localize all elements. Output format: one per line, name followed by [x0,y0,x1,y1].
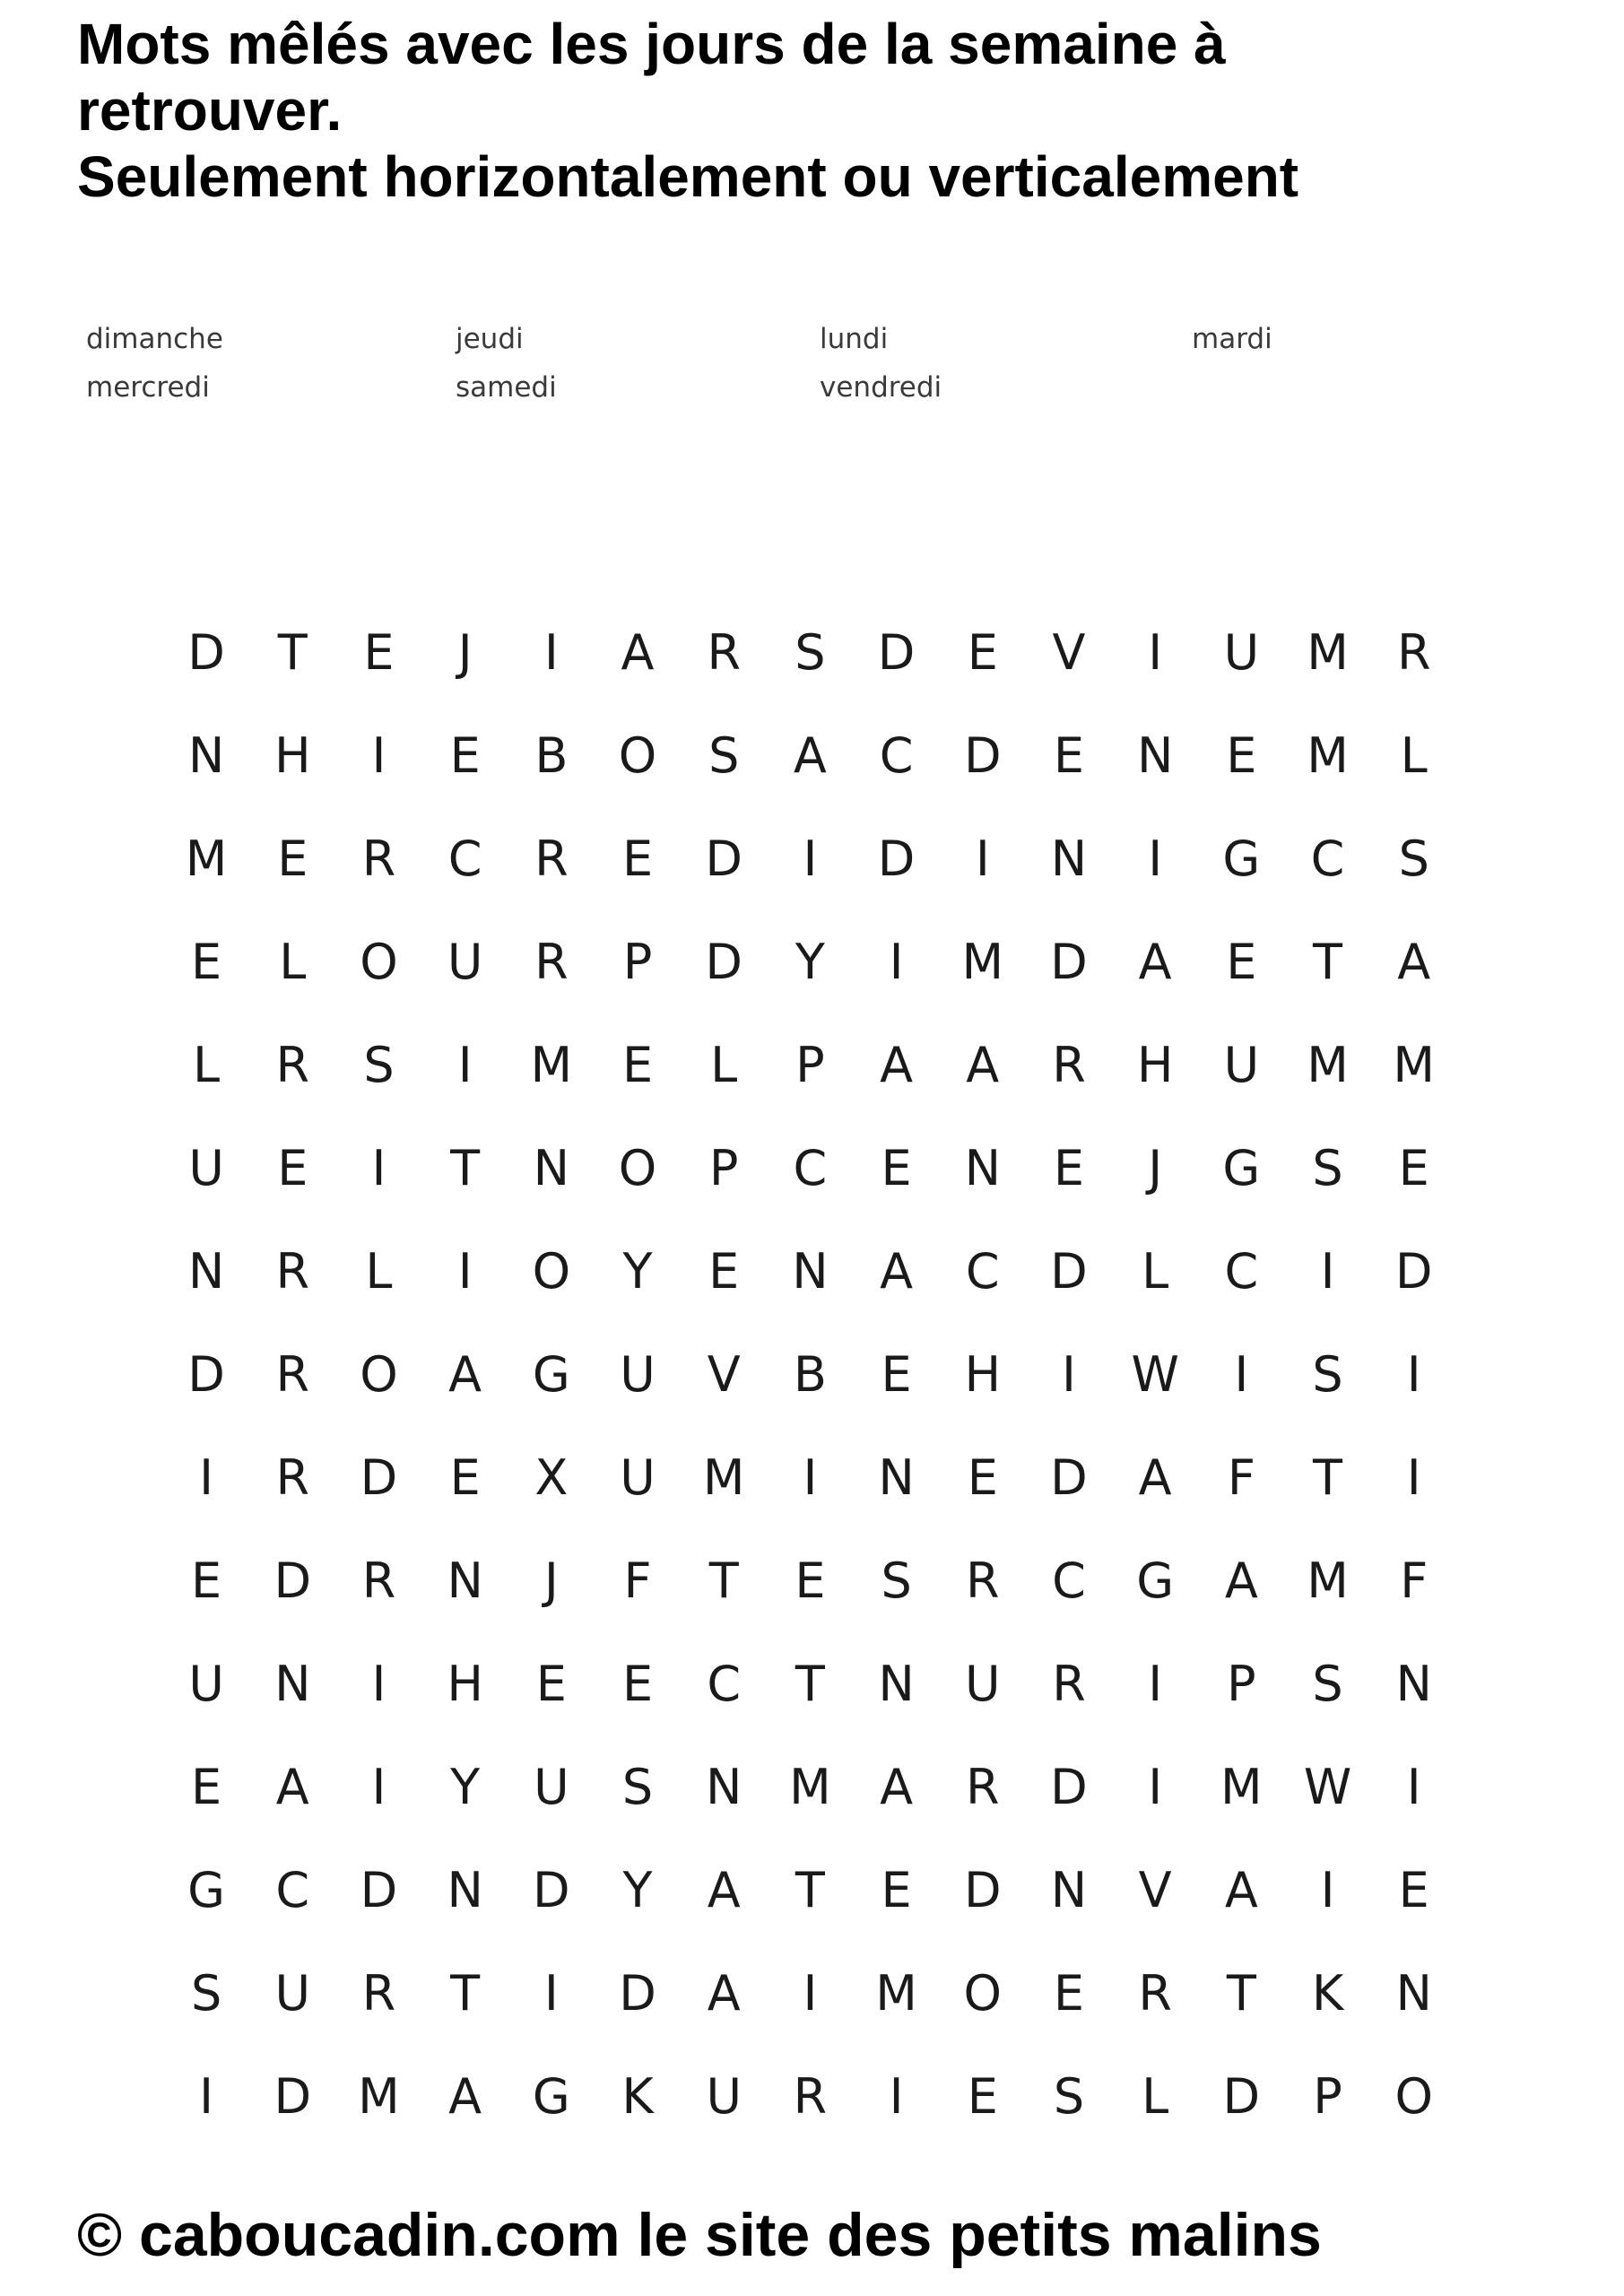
grid-letter: M [185,831,228,887]
grid-letter: L [1400,727,1428,784]
grid-letter: D [877,624,916,681]
grid-letter: W [1303,1759,1352,1815]
grid-letter: Y [622,1862,653,1918]
grid-letter: R [1052,1656,1086,1712]
grid-letter: V [1138,1862,1172,1918]
grid-letter: R [707,624,741,681]
grid-letter: I [371,1656,386,1712]
grid-letter: R [361,1965,396,2022]
grid-letter: U [965,1656,1001,1712]
grid-letter: U [447,934,483,990]
grid-letter: S [881,1552,912,1609]
grid-letter: I [1320,1243,1335,1300]
grid-letter: T [1313,934,1343,990]
grid-letter: G [532,2068,570,2125]
grid-letter: A [1224,1862,1258,1918]
grid-letter: O [360,934,398,990]
grid-letter: A [1397,934,1431,990]
grid-letter: N [1050,831,1088,887]
grid-letter: I [543,1965,559,2022]
grid-letter: V [707,1346,741,1403]
grid-letter: S [363,1037,395,1093]
grid-letter: A [1138,934,1172,990]
grid-letter: N [878,1656,915,1712]
grid-letter: Y [795,934,825,990]
grid-letter: E [708,1243,740,1300]
grid-letter: M [1307,624,1349,681]
grid-letter: V [1052,624,1086,681]
grid-letter: C [447,831,482,887]
grid-letter: M [1220,1759,1263,1815]
grid-letter: I [1062,1346,1076,1403]
title-line-3: Seulement horizontalement ou verticalement [77,144,1299,209]
grid-letter: G [1136,1552,1175,1609]
grid-letter: I [543,624,559,681]
grid-letter: A [1138,1449,1172,1506]
grid-letter: D [360,1449,398,1506]
grid-letter: R [1396,624,1431,681]
grid-letter: E [535,1656,567,1712]
grid-letter: C [793,1140,828,1196]
grid-letter: M [1307,1037,1349,1093]
grid-letter: C [965,1243,1000,1300]
grid-letter: N [964,1140,1001,1196]
grid-letter: A [966,1037,1000,1093]
grid-letter: H [274,727,311,784]
grid-letter: S [708,727,740,784]
grid-letter: I [889,934,904,990]
grid-letter: N [792,1243,829,1300]
grid-letter: C [879,727,914,784]
grid-letter: D [1394,1243,1433,1300]
grid-letter: E [1226,934,1257,990]
grid-letter: D [1222,2068,1261,2125]
grid-letter: B [534,727,569,784]
grid-letter: E [795,1552,826,1609]
grid-letter: T [450,1965,481,2022]
grid-letter: I [1148,1759,1163,1815]
grid-letter: F [1400,1552,1429,1609]
grid-letter: I [1406,1449,1421,1506]
grid-letter: I [1148,1656,1163,1712]
grid-letter: T [708,1552,739,1609]
grid-letter: E [363,624,395,681]
grid-letter: R [534,831,569,887]
letter-grid [163,601,1508,2148]
grid-letter: R [361,831,396,887]
word-jeudi: jeudi [456,323,524,355]
grid-letter: U [620,1346,656,1403]
grid-letter: D [274,2068,312,2125]
grid-letter: E [1398,1862,1429,1918]
grid-letter: U [1223,1037,1260,1093]
grid-letter: N [1395,1965,1432,2022]
grid-letter: N [274,1656,311,1712]
grid-letter: N [878,1449,915,1506]
grid-letter: E [191,1759,222,1815]
grid-letter: I [975,831,990,887]
grid-letter: I [803,1449,818,1506]
grid-letter: G [187,1862,226,1918]
grid-letter: P [795,1037,825,1093]
word-list [86,323,1521,430]
grid-letter: E [449,1449,481,1506]
grid-letter: J [543,1552,559,1609]
grid-letter: N [1050,1862,1088,1918]
grid-letter: I [199,2068,214,2125]
grid-letter: I [457,1243,473,1300]
grid-letter: R [966,1759,1000,1815]
grid-letter: L [1142,1243,1169,1300]
grid-letter: E [277,1140,308,1196]
grid-letter: S [1053,2068,1085,2125]
grid-letter: L [193,1037,221,1093]
grid-letter: N [1136,727,1174,784]
grid-letter: O [618,727,657,784]
grid-letter: D [705,831,743,887]
grid-letter: F [623,1552,652,1609]
grid-letter: E [1226,727,1257,784]
grid-letter: I [1148,624,1163,681]
grid-letter: H [964,1346,1002,1403]
grid-letter: N [533,1140,570,1196]
grid-letter: D [1050,934,1088,990]
grid-letter: A [880,1759,914,1815]
grid-letter: U [188,1656,224,1712]
grid-letter: D [360,1862,398,1918]
grid-letter: M [530,1037,573,1093]
grid-letter: O [532,1243,571,1300]
grid-letter: I [1148,831,1163,887]
grid-letter: R [1138,1965,1172,2022]
grid-letter: G [532,1346,570,1403]
grid-letter: N [187,1243,225,1300]
grid-letter: B [793,1346,827,1403]
footer-copyright: © caboucadin.com le site des petits malins [77,2201,1322,2269]
grid-letter: H [447,1656,483,1712]
grid-letter: H [1136,1037,1174,1093]
grid-letter: T [1226,1965,1256,2022]
grid-letter: D [1050,1243,1088,1300]
grid-letter: D [187,1346,225,1403]
grid-letter: S [1398,831,1429,887]
grid-letter: W [1131,1346,1179,1403]
grid-letter: S [1312,1656,1343,1712]
grid-letter: U [706,2068,742,2125]
grid-letter: I [1406,1346,1421,1403]
grid-letter: E [621,1656,654,1712]
grid-letter: O [1394,2068,1433,2125]
grid-letter: R [966,1552,1000,1609]
grid-letter: U [534,1759,569,1815]
grid-letter: S [190,1965,222,2022]
grid-letter: D [877,831,916,887]
grid-letter: I [803,831,818,887]
grid-letter: D [963,1862,1002,1918]
grid-letter: I [371,1140,386,1196]
grid-letter: A [707,1862,741,1918]
page-title [77,11,1602,210]
word-lundi: lundi [820,323,889,355]
grid-letter: M [961,934,1004,990]
title-line-1: Mots mêlés avec les jours de la semaine à [77,12,1226,76]
grid-letter: K [621,2068,654,2125]
grid-letter: P [622,934,653,990]
grid-letter: O [963,1965,1003,2022]
grid-letter: E [449,727,481,784]
grid-letter: R [275,1037,310,1093]
grid-letter: E [967,2068,998,2125]
grid-letter: A [707,1965,741,2022]
grid-letter: R [275,1449,310,1506]
grid-letter: L [365,1243,393,1300]
grid-letter: R [1052,1037,1086,1093]
grid-letter: U [188,1140,224,1196]
grid-letter: X [534,1449,569,1506]
grid-letter: U [1223,624,1260,681]
grid-letter: A [1224,1552,1258,1609]
grid-letter: S [1312,1346,1343,1403]
grid-letter: U [620,1449,656,1506]
grid-letter: A [621,624,655,681]
grid-letter: I [457,1037,473,1093]
grid-letter: P [1313,2068,1342,2125]
grid-letter: A [880,1243,914,1300]
grid-letter: D [533,1862,570,1918]
word-mercredi: mercredi [86,371,210,404]
grid-letter: A [448,1346,482,1403]
grid-letter: E [621,831,654,887]
grid-letter: I [1234,1346,1249,1403]
grid-letter: P [708,1140,739,1196]
grid-letter: E [191,934,222,990]
grid-letter: E [621,1037,654,1093]
grid-letter: S [1312,1140,1343,1196]
grid-letter: I [371,1759,386,1815]
grid-letter: G [1222,1140,1261,1196]
grid-letter: M [789,1759,831,1815]
grid-letter: N [187,727,225,784]
grid-letter: S [621,1759,654,1815]
grid-letter: E [881,1862,912,1918]
grid-letter: R [275,1243,310,1300]
grid-letter: I [199,1449,214,1506]
grid-letter: E [881,1346,912,1403]
grid-letter: J [457,624,473,681]
grid-letter: T [795,1656,825,1712]
grid-letter: D [1050,1449,1088,1506]
grid-letter: Y [622,1243,653,1300]
grid-letter: T [1313,1449,1343,1506]
grid-letter: T [277,624,308,681]
grid-letter: D [705,934,743,990]
grid-letter: E [967,624,998,681]
grid-letter: D [274,1552,312,1609]
grid-letter: K [1311,1965,1344,2022]
grid-letter: D [619,1965,656,2022]
grid-letter: O [618,1140,657,1196]
grid-letter: Y [450,1759,481,1815]
grid-letter: I [889,2068,904,2125]
grid-letter: I [1406,1759,1421,1815]
grid-letter: I [371,727,386,784]
grid-letter: N [447,1862,483,1918]
title-line-2: retrouver. [77,78,343,143]
grid-letter: E [881,1140,912,1196]
grid-letter: I [1320,1862,1335,1918]
grid-letter: A [793,727,827,784]
grid-letter: E [277,831,308,887]
grid-letter: A [275,1759,309,1815]
word-dimanche: dimanche [86,323,223,355]
grid-letter: C [1052,1552,1086,1609]
grid-letter: R [793,2068,828,2125]
grid-letter: N [706,1759,743,1815]
grid-letter: T [795,1862,825,1918]
grid-letter: S [795,624,826,681]
grid-letter: F [1227,1449,1255,1506]
grid-letter: M [358,2068,400,2125]
grid-letter: J [1148,1140,1163,1196]
word-samedi: samedi [456,371,557,404]
grid-letter: O [360,1346,398,1403]
grid-letter: C [275,1862,310,1918]
grid-letter: M [1393,1037,1436,1093]
grid-letter: R [361,1552,396,1609]
grid-letter: R [275,1346,310,1403]
grid-letter: E [1053,1965,1085,2022]
grid-letter: N [1395,1656,1432,1712]
grid-letter: E [191,1552,222,1609]
grid-letter: E [967,1449,998,1506]
grid-letter: M [1307,1552,1349,1609]
grid-letter: M [875,1965,917,2022]
word-mardi: mardi [1192,323,1272,355]
grid-letter: C [1224,1243,1259,1300]
grid-letter: E [1053,1140,1085,1196]
grid-letter: N [447,1552,483,1609]
grid-letter: A [448,2068,482,2125]
grid-letter: E [1398,1140,1429,1196]
grid-letter: C [1310,831,1345,887]
grid-letter: T [450,1140,481,1196]
grid-letter: D [187,624,225,681]
grid-letter: D [1050,1759,1088,1815]
grid-letter: U [274,1965,311,2022]
grid-letter: C [707,1656,742,1712]
grid-letter: A [880,1037,914,1093]
grid-letter: I [803,1965,818,2022]
grid-letter: M [1307,727,1349,784]
grid-letter: L [1142,2068,1169,2125]
grid-letter: L [710,1037,738,1093]
grid-letter: G [1222,831,1261,887]
grid-letter: R [534,934,569,990]
grid-letter: L [279,934,307,990]
grid-letter: P [1227,1656,1256,1712]
grid-letter: E [1053,727,1085,784]
word-vendredi: vendredi [820,371,942,404]
grid-letter: M [702,1449,745,1506]
grid-letter: D [963,727,1002,784]
